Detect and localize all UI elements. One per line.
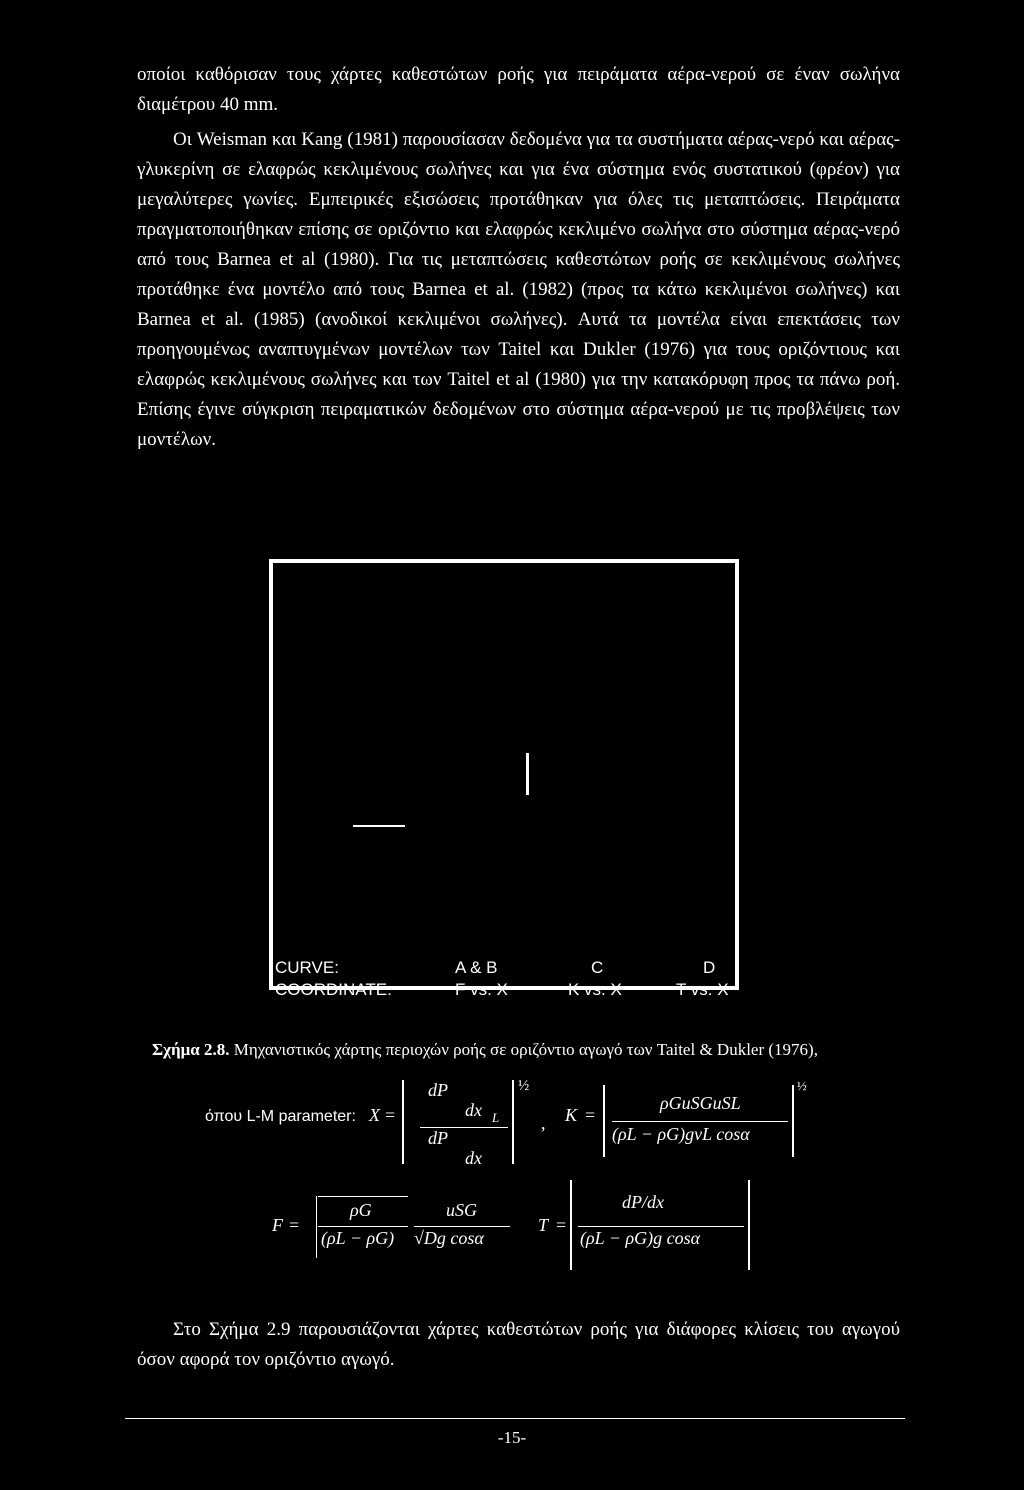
t-bracket-right: [748, 1180, 750, 1270]
figure-caption: [152, 1040, 818, 1060]
f-fraction-line-2: [414, 1226, 510, 1227]
k-exponent-half: ½: [797, 1078, 807, 1093]
lm-parameter-prefix: όπου L-M parameter:: [205, 1108, 356, 1125]
k-numerator: ρGuSGuSL: [660, 1093, 741, 1113]
legend-coord-f: F vs. X: [455, 980, 508, 999]
caption-text: Μηχανιστικός χάρτης περιοχών ροής σε οριζόντιο αγωγό των Taitel & Dukler (1976),: [233, 1040, 818, 1059]
x-den-dp: dP: [428, 1128, 448, 1148]
x-bracket-right: [512, 1080, 514, 1164]
x-equals: =: [385, 1105, 396, 1125]
x-k-separator: ,: [541, 1113, 546, 1133]
f-sqrt-stem: [316, 1196, 317, 1258]
x-symbol: X: [369, 1105, 380, 1125]
x-exponent-half: ½: [518, 1078, 530, 1094]
f-den1: (ρL − ρG): [321, 1228, 395, 1248]
k-equals: =: [585, 1105, 596, 1125]
f-den2: √Dg cosα: [414, 1228, 484, 1248]
page-number: -15-: [497, 1428, 527, 1447]
figure-vertical-mark: [526, 753, 529, 795]
legend-curve-ab: A & B: [455, 958, 498, 977]
paragraph-intro: οποίοι καθόρισαν τους χάρτες καθεστώτων ροής για πειράματα αέρα-νερού σε έναν σωλήνα διαμέτρου 40 mm.: [137, 64, 900, 115]
k-denominator: (ρL − ρG)gvL cosα: [612, 1124, 750, 1144]
f-symbol: F: [272, 1215, 283, 1235]
legend-curve-c: C: [591, 958, 604, 977]
t-numerator: dP/dx: [622, 1192, 664, 1212]
x-num-sub-l: L: [492, 1110, 500, 1125]
paragraph-figure-2-9: Στο Σχήμα 2.9 παρουσιάζονται χάρτες καθεστώτων ροής για διάφορες κλίσεις του αγωγού όσον αφορά τον οριζόντιο αγωγό.: [137, 1319, 900, 1370]
t-symbol: T: [538, 1215, 549, 1235]
x-den-dx: dx: [465, 1148, 482, 1168]
figure-horizontal-mark: [353, 825, 405, 827]
figure-2-8-frame: [269, 559, 739, 990]
legend-coordinate-label: COORDINATE:: [275, 980, 392, 999]
f-sqrt-bar: [318, 1196, 408, 1197]
x-num-dp: dP: [428, 1080, 448, 1100]
t-bracket-left: [570, 1180, 572, 1270]
t-fraction-line: [578, 1226, 744, 1227]
legend-curve-label: CURVE:: [275, 958, 339, 977]
x-num-dx: dx: [465, 1100, 482, 1120]
caption-label: Σχήμα 2.8.: [152, 1040, 230, 1059]
f-num1: ρG: [350, 1200, 372, 1220]
x-bracket-left: [402, 1080, 404, 1164]
f-num2: uSG: [446, 1200, 477, 1220]
f-equals: =: [289, 1215, 300, 1235]
k-symbol: K: [565, 1105, 578, 1125]
footer-rule: [125, 1418, 905, 1419]
f-fraction-line-1: [318, 1226, 408, 1227]
legend-coord-k: K vs. X: [568, 980, 622, 999]
legend-curve-d: D: [703, 958, 716, 977]
k-bracket-left: [603, 1085, 605, 1157]
paragraph-main: Οι Weisman και Kang (1981) παρουσίασαν δεδομένα για τα συστήματα αέρας-νερό και αέρας-γλυκερίνη σε ελαφρώς κεκλιμένους σωλήνες και για ένα σύστημα ενός συστατικού (φρέον) για μεγαλύτερες γωνίες. Εμπειρικές εξισώσεις προτάθηκαν για όλες τις μεταπτώσεις. Πειράματα πραγματοποιήθηκαν επίσης σε οριζόντιο και ελαφρώς κεκλιμένο σωλήνα στο σύστημα αέρας-νερό από τους Barnea et al (1980). Για τις μεταπτώσεις καθεστώτων ροής σε κεκλιμένους σωλήνες προτάθηκε ένα μοντέλο από τους Barnea et al. (1982) (προς τα κάτω κεκλιμένοι σωλήνες) και Barnea et al. (1985) (ανοδικοί κεκλιμένοι σωλήνες). Αυτά τα μοντέλα είναι επεκτάσεις των προηγουμένως αναπτυγμένων μοντέλων των Taitel και Dukler (1976) για τους οριζόντιους και ελαφρώς κεκλιμένους σωλήνες και των Taitel et al (1980) για την κατακόρυφη προς τα πάνω ροή. Επίσης έγινε σύγκριση πειραματικών δεδομένων στο σύστημα αέρα-νερού με τις προβλέψεις των μοντέλων.: [137, 129, 900, 450]
t-equals: =: [556, 1215, 567, 1235]
t-denominator: (ρL − ρG)g cosα: [580, 1228, 701, 1248]
k-bracket-right: [792, 1085, 794, 1157]
k-fraction-line: [612, 1121, 788, 1122]
legend-coord-t: T vs. X: [676, 980, 729, 999]
